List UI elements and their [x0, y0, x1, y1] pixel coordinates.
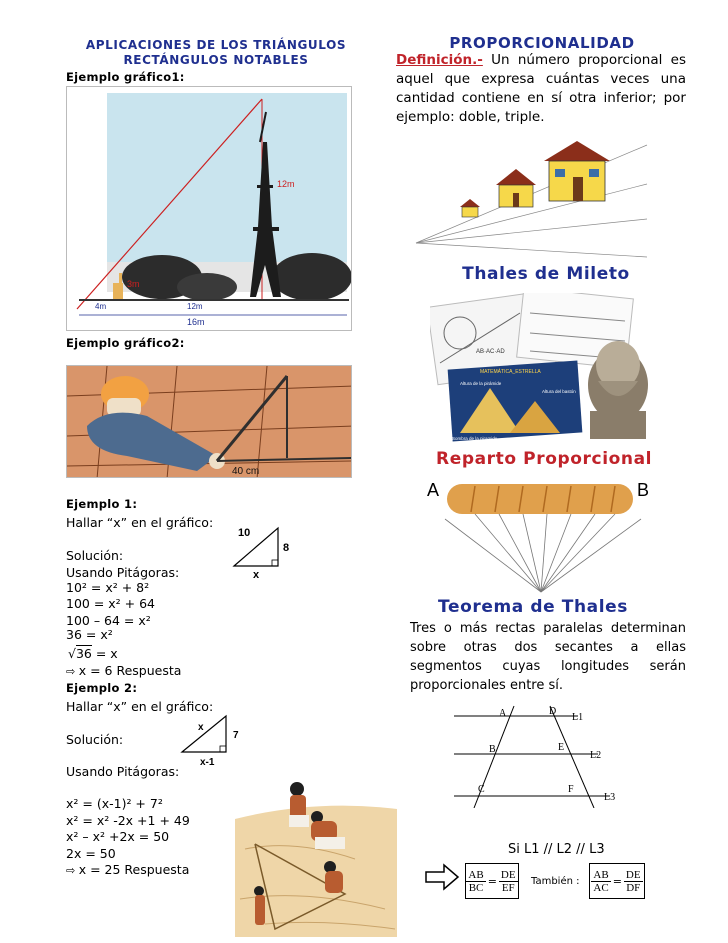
ejemplo1-step1: 10² = x² + 8² [66, 580, 150, 595]
arrow-right-icon: ⇨ [66, 665, 79, 678]
eiffel-label-16m: 16m [187, 317, 205, 327]
ejemplo2-step1: x² = (x-1)² + 7² [66, 796, 163, 811]
ratio-box-1 [465, 863, 519, 899]
ejemplo1-side-x: x [253, 569, 260, 580]
eiffel-label-4m: 4m [95, 302, 107, 311]
ejemplo1-step4: 36 = x² [66, 627, 113, 642]
teorema-thales-title: Teorema de Thales [438, 597, 629, 617]
ratio2-n2: DE [625, 868, 641, 881]
proporcionalidad-title: PROPORCIONALIDAD [449, 34, 635, 52]
ejemplo2-side-x: x [198, 722, 204, 733]
ratio2-fraction-right [624, 869, 643, 894]
ejemplo-grafico1-label: Ejemplo gráfico1: [66, 70, 185, 84]
ratio1-n1: AB [468, 868, 484, 881]
ejemplo2-step4: 2x = 50 [66, 846, 116, 861]
ejemplo1-answer: x = 6 Respuesta [78, 663, 182, 678]
collage-label-title: MATEMÁTICA_ESTRELLA [480, 369, 541, 375]
left-title-line1: APLICACIONES DE LOS TRIÁNGULOS [85, 38, 347, 52]
diagram-point-f: F [568, 784, 574, 795]
thales-mileto-title: Thales de Mileto [462, 264, 630, 284]
ratio-box-2 [589, 863, 645, 899]
teorema-paragraph: Tres o más rectas paralelas determinan sobre otras dos secantes a ellas segmentos cuyas longitudes serán proporcionales entre sí. [410, 621, 686, 693]
reparto-proporcional-title: Reparto Proporcional [436, 449, 653, 469]
ejemplo1-answer-row [66, 662, 181, 680]
ejemplo2-answer: x = 25 Respuesta [78, 862, 190, 877]
ratio1-n2: DE [500, 868, 516, 881]
si-parallel-statement: Si L1 // L2 // L3 [508, 842, 605, 857]
ratio2-d1: AC [593, 881, 609, 894]
ratio1-fraction-left [466, 869, 485, 894]
ejemplo2-step2: x² = x² -2x +1 + 49 [66, 813, 190, 828]
ratio1-fraction-right [499, 869, 518, 894]
diagram-point-c: C [478, 784, 485, 795]
egyptians-measuring-image [235, 779, 397, 937]
eiffel-tower-image [66, 86, 352, 331]
ejemplo2-side-7: 7 [233, 730, 239, 741]
houses-proportion-image [412, 139, 652, 261]
ejemplo1-solucion: Solución: [66, 548, 124, 563]
ratio1-d1: BC [468, 881, 484, 894]
diagram-line-l2: L2 [590, 750, 602, 761]
ejemplo1-root-rest: = x [91, 646, 118, 661]
eiffel-label-12m: 12m [277, 179, 295, 189]
ratio2-fraction-left [591, 869, 610, 894]
diagram-point-a: A [499, 708, 507, 719]
worker-measuring-image [66, 365, 352, 478]
collage-label-altura-piramide: Altura de la pirámide [460, 381, 502, 386]
implies-arrow-icon [424, 862, 460, 892]
ratio2-d2: DF [626, 881, 641, 894]
diagram-line-l3: L3 [604, 792, 616, 803]
definicion-paragraph [396, 51, 686, 127]
ejemplo1-triangle [228, 520, 298, 580]
ejemplo2-title: Ejemplo 2: [66, 681, 138, 695]
ejemplo1-side-8: 8 [283, 542, 290, 554]
thales-theorem-diagram [452, 704, 624, 808]
ejemplo1-side-10: 10 [238, 527, 251, 539]
ejemplo2-answer-row [66, 861, 189, 879]
ejemplo1-prompt: Hallar “x” en el gráfico: [66, 515, 214, 530]
ejemplo1-title: Ejemplo 1: [66, 497, 138, 511]
ratio2-n1: AB [593, 868, 609, 881]
eiffel-label-3m: 3m [127, 279, 140, 289]
bread-label-b: B [637, 480, 650, 500]
definicion-text: Un número proporcional es aquel que expresa cuántas veces una cantidad contiene en sí otra inferior; por ejemplo: doble, triple. [396, 52, 686, 125]
collage-label-sombra-piramide: Sombra de la piramide [452, 436, 498, 441]
ratio1-equals: = [487, 874, 497, 888]
ejemplo2-usando: Usando Pitágoras: [66, 764, 180, 779]
collage-label-ab: AB·AC·AD [476, 349, 505, 355]
left-title-line2: RECTÁNGULOS NOTABLES [123, 53, 309, 67]
ratio2-equals: = [612, 874, 622, 888]
diagram-point-e: E [558, 742, 565, 753]
ejemplo1-step3: 100 – 64 = x² [66, 613, 151, 628]
ejemplo1-step5: √36 = x [68, 646, 118, 661]
ejemplo2-side-x-1: x-1 [200, 757, 215, 768]
diagram-point-d: D [549, 706, 557, 717]
ejemplo1-root-value: 36 [75, 646, 92, 661]
ejemplo2-triangle [176, 712, 256, 770]
ejemplo1-usando: Usando Pitágoras: [66, 565, 180, 580]
thales-collage-image [430, 293, 662, 443]
diagram-point-b: B [489, 744, 496, 755]
ejemplo2-prompt: Hallar “x” en el gráfico: [66, 699, 214, 714]
worker-label-40cm: 40 cm [232, 466, 260, 477]
definicion-label: Definición.- [396, 52, 483, 68]
diagram-line-l1: L1 [572, 712, 584, 723]
collage-label-altura-baston: Altura del bastón [542, 389, 576, 394]
eiffel-label-d12m: 12m [187, 302, 203, 311]
ejemplo2-step3: x² – x² +2x = 50 [66, 829, 170, 844]
ratio1-d2: EF [501, 881, 515, 894]
ejemplo2-solucion: Solución: [66, 732, 124, 747]
arrow-right-icon: ⇨ [66, 864, 79, 877]
bread-division-image [425, 474, 661, 596]
tambien-label: También : [531, 876, 580, 887]
ejemplo-grafico2-label: Ejemplo gráfico2: [66, 336, 185, 350]
bread-label-a: A [427, 480, 440, 500]
collage-label-sombra-baston: Sombra del baston [520, 436, 558, 441]
ejemplo1-step2: 100 = x² + 64 [66, 596, 156, 611]
